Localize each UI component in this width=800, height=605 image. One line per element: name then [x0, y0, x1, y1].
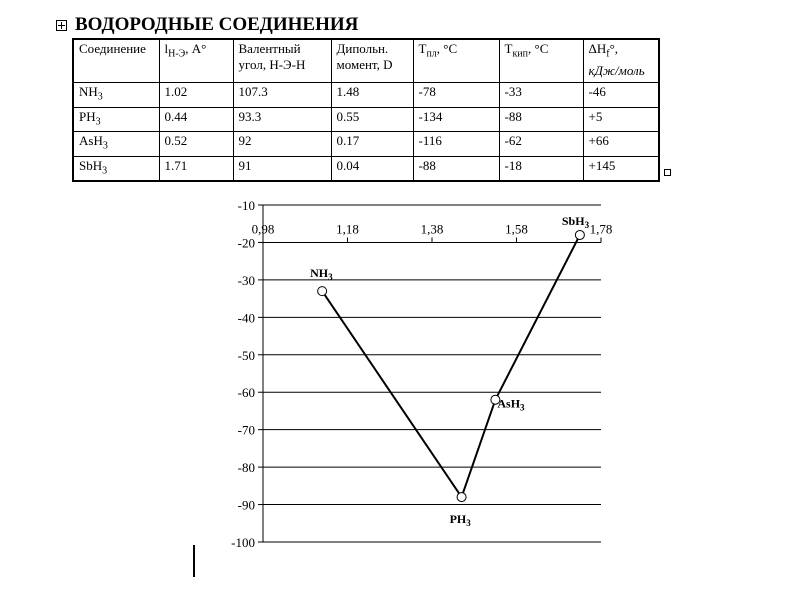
- y-tick-label: -10: [237, 198, 255, 213]
- y-tick-label: -60: [237, 385, 255, 401]
- table-cell: 91: [233, 156, 331, 181]
- data-label: $PH_3$: [449, 512, 471, 529]
- y-tick-label: -40: [237, 310, 255, 326]
- header-bond-angle: Валентный угол, Н-Э-Н: [233, 39, 331, 83]
- table-cell: 0.17: [331, 132, 413, 157]
- table-cell: 107.3: [233, 83, 331, 108]
- data-point: [575, 230, 584, 239]
- compound-cell: $NH_3$: [73, 83, 159, 108]
- table-cell: 1.48: [331, 83, 413, 108]
- x-tick-label: 1,38: [420, 221, 444, 237]
- table-cell: -134: [413, 107, 499, 132]
- compound-cell: SbH$_3$: [73, 156, 159, 181]
- x-tick-label: 1,18: [336, 221, 359, 237]
- data-label: $NH_3$: [310, 266, 333, 283]
- data-label: AsH$_3$: [497, 396, 525, 413]
- table-cell: 92: [233, 132, 331, 157]
- table-cell: -62: [499, 132, 583, 157]
- table-cell: 1.02: [159, 83, 233, 108]
- y-tick-label: -70: [237, 422, 255, 438]
- table-cell: -88: [413, 156, 499, 181]
- y-tick-label: -50: [237, 347, 255, 363]
- x-tick-label: 1,78: [589, 221, 613, 237]
- table-cell: 0.55: [331, 107, 413, 132]
- table-cell: -33: [499, 83, 583, 108]
- text-cursor-icon: [193, 545, 195, 577]
- table-cell: 93.3: [233, 107, 331, 132]
- table-cell: +145: [583, 156, 659, 181]
- table-cell: -78: [413, 83, 499, 108]
- y-tick-label: -20: [237, 235, 255, 251]
- y-tick-label: -80: [237, 460, 255, 476]
- table-cell: 0.04: [331, 156, 413, 181]
- compound-cell: AsH$_3$: [73, 132, 159, 157]
- table-cell: -18: [499, 156, 583, 181]
- x-tick-label: 1,58: [505, 221, 528, 237]
- data-point: [457, 493, 466, 502]
- y-tick-label: -30: [237, 272, 255, 288]
- document-title: ВОДОРОДНЫЕ СОЕДИНЕНИЯ: [75, 14, 359, 35]
- table-cell: 1.71: [159, 156, 233, 181]
- header-melting-point: $Т_{пл}$, °С: [413, 39, 499, 83]
- y-tick-label: -90: [237, 497, 255, 513]
- data-label: SbH$_3$: [561, 213, 590, 230]
- series-line: [322, 235, 580, 497]
- x-tick-label: 0,98: [251, 221, 275, 237]
- header-compound: Соединение: [73, 39, 159, 83]
- table-cell: -88: [499, 107, 583, 132]
- header-bond-length: $l_{Н-Э}$, А°: [159, 39, 233, 83]
- table-cell: 0.44: [159, 107, 233, 132]
- header-dipole-moment: Дипольн. момент, D: [331, 39, 413, 83]
- header-enthalpy: $\Delta H_f^\circ$, кДж/моль: [583, 39, 659, 83]
- table-cell: 0.52: [159, 132, 233, 157]
- compound-cell: $PH_3$: [73, 107, 159, 132]
- table-cell: +66: [583, 132, 659, 157]
- table-cell: -116: [413, 132, 499, 157]
- data-point: [318, 287, 327, 296]
- table-cell: -46: [583, 83, 659, 108]
- table-cell: +5: [583, 107, 659, 132]
- y-tick-label: -100: [231, 535, 255, 550]
- header-boiling-point: $Т_{кип}$, °С: [499, 39, 583, 83]
